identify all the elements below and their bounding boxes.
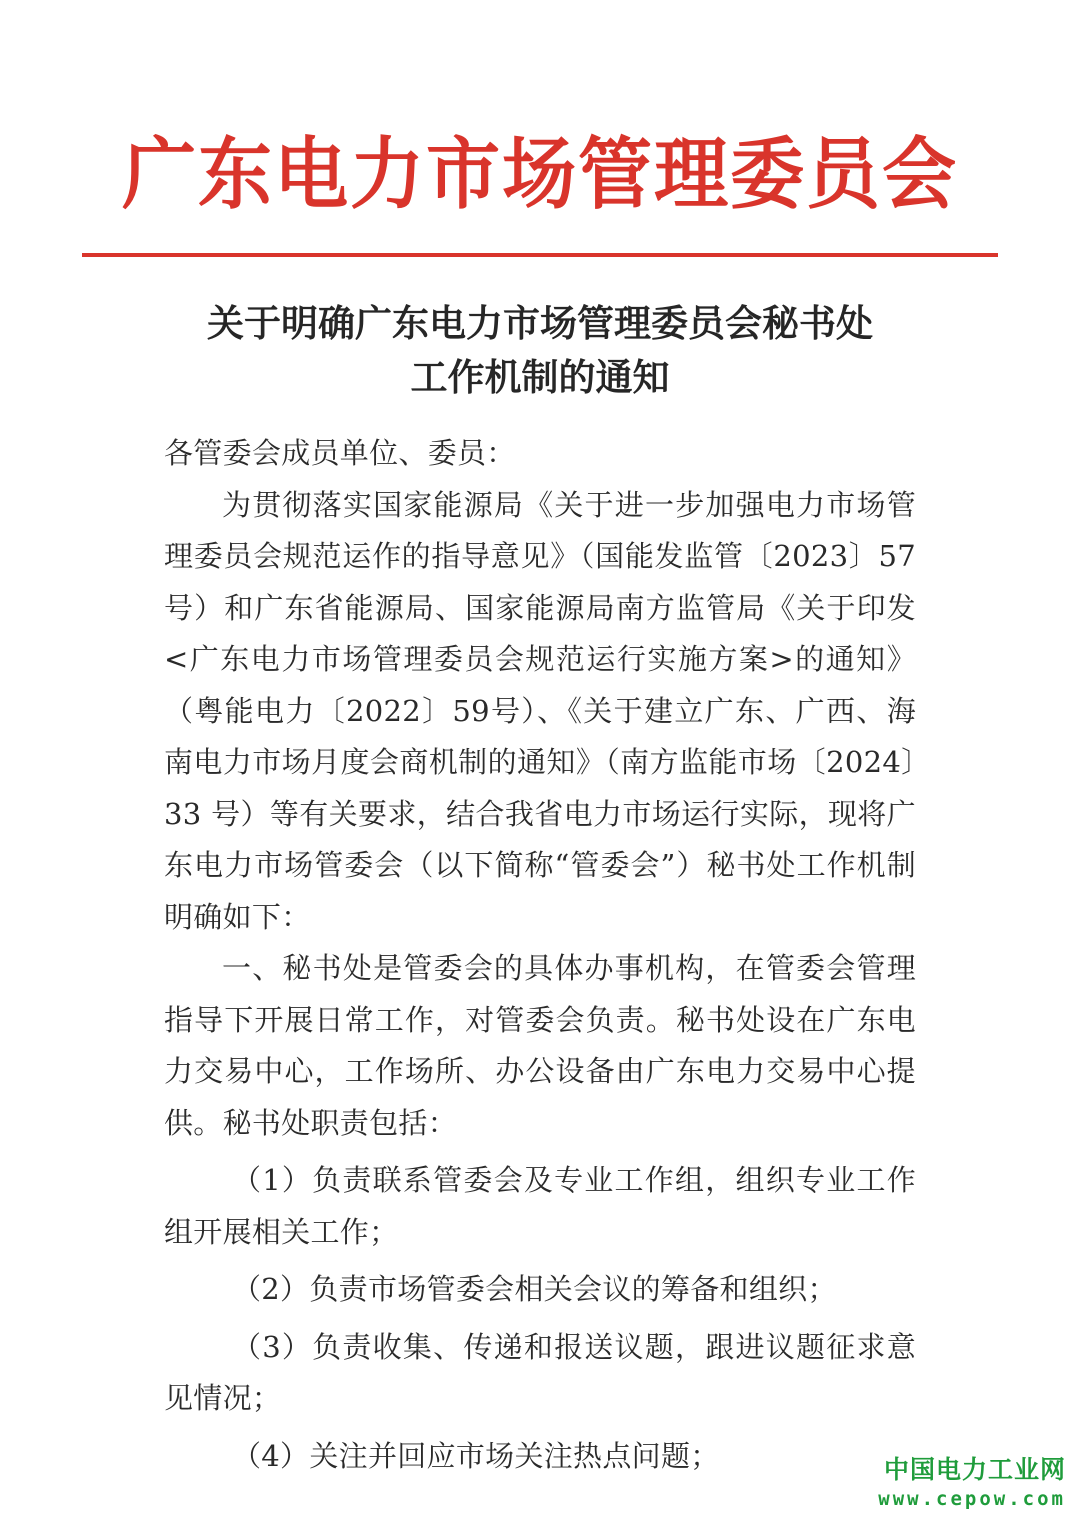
duty-item-4: （4）关注并回应市场关注热点问题； — [232, 1438, 720, 1473]
notice-title-line-1: 关于明确广东电力市场管理委员会秘书处 — [207, 302, 873, 345]
duty-item-1: （1）负责联系管委会及专业工作组，组织专业工作组开展相关工作； — [164, 1163, 916, 1249]
site-watermark — [878, 1453, 1066, 1511]
notice-title-line-2: 工作机制的通知 — [410, 356, 670, 399]
salutation: 各管委会成员单位、委员： — [164, 436, 516, 470]
duty-item-2: （2）负责市场管委会相关会议的筹备和组织； — [232, 1272, 837, 1306]
paragraph-secretariat-role: 一、秘书处是管委会的具体办事机构，在管委会管理指导下开展日常工作，对管委会负责。秘书处设在广东电力交易中心，工作场所、办公设备由广东电力交易中心提供。秘书处职责包括： — [164, 951, 916, 1140]
masthead-title: 广东电力市场管理委员会 — [121, 130, 958, 220]
watermark-site-name: 中国电力工业网 — [883, 1455, 1066, 1484]
notice-title — [80, 297, 1000, 405]
watermark-url: www.cepow.com — [878, 1488, 1066, 1510]
red-divider-line — [82, 253, 998, 257]
paragraph-intro: 为贯彻落实国家能源局《关于进一步加强电力市场管理委员会规范运作的指导意见》（国能发监管〔2023〕57号）和广东省能源局、国家能源局南方监管局《关于印发<广东电力市场管理委员会规范运行实施方案>的通知》（粤能电力〔2022〕59号）、《关于建立广东、广西、海南电力市场月度会商机制的通知》（南方监能市场〔2024〕33 号）等有关要求，结合我省电力市场运行实际，现将广东电力市场管委会（以下简称“管委会”）秘书处工作机制明确如下： — [164, 487, 916, 934]
notice-body — [164, 428, 916, 1482]
duty-item-3: （3）负责收集、传递和报送议题，跟进议题征求意见情况； — [164, 1329, 916, 1415]
